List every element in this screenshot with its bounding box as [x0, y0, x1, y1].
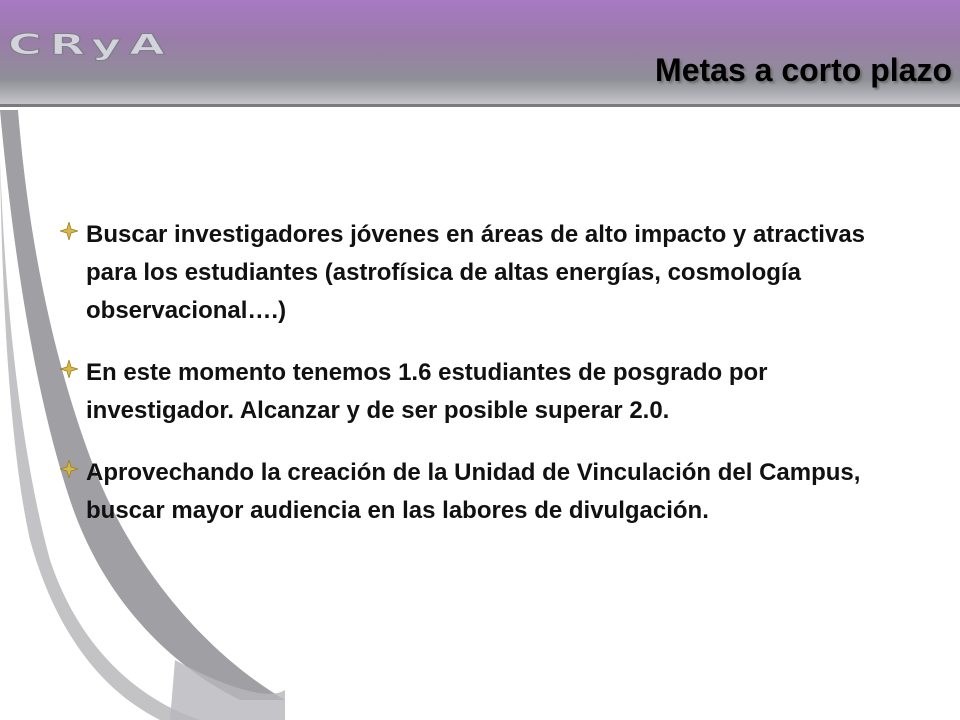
list-item: [60, 216, 940, 330]
diamond-bullet-icon: [60, 454, 86, 483]
bullet-text: En este momento tenemos 1.6 estudiantes de posgrado por investigador. Alcanzar y de ser posible superar 2.0.: [86, 359, 768, 424]
bullet-text: Aprovechando la creación de la Unidad de Vinculación del Campus, buscar mayor audiencia en las labores de divulgación.: [86, 459, 861, 524]
page-title: Metas a corto plazo: [655, 52, 952, 88]
diamond-bullet-icon: [60, 216, 86, 245]
logo: [0, 28, 230, 88]
list-item: [60, 454, 940, 530]
list-item: [60, 354, 940, 430]
bullet-text: Buscar investigadores jóvenes en áreas de alto impacto y atractivas para los estudiantes (astrofísica de altas energías, cosmología observacional….): [86, 221, 866, 324]
logo-text: CRyA: [8, 28, 173, 62]
diamond-bullet-icon: [60, 354, 86, 383]
bullet-list: [60, 216, 940, 554]
